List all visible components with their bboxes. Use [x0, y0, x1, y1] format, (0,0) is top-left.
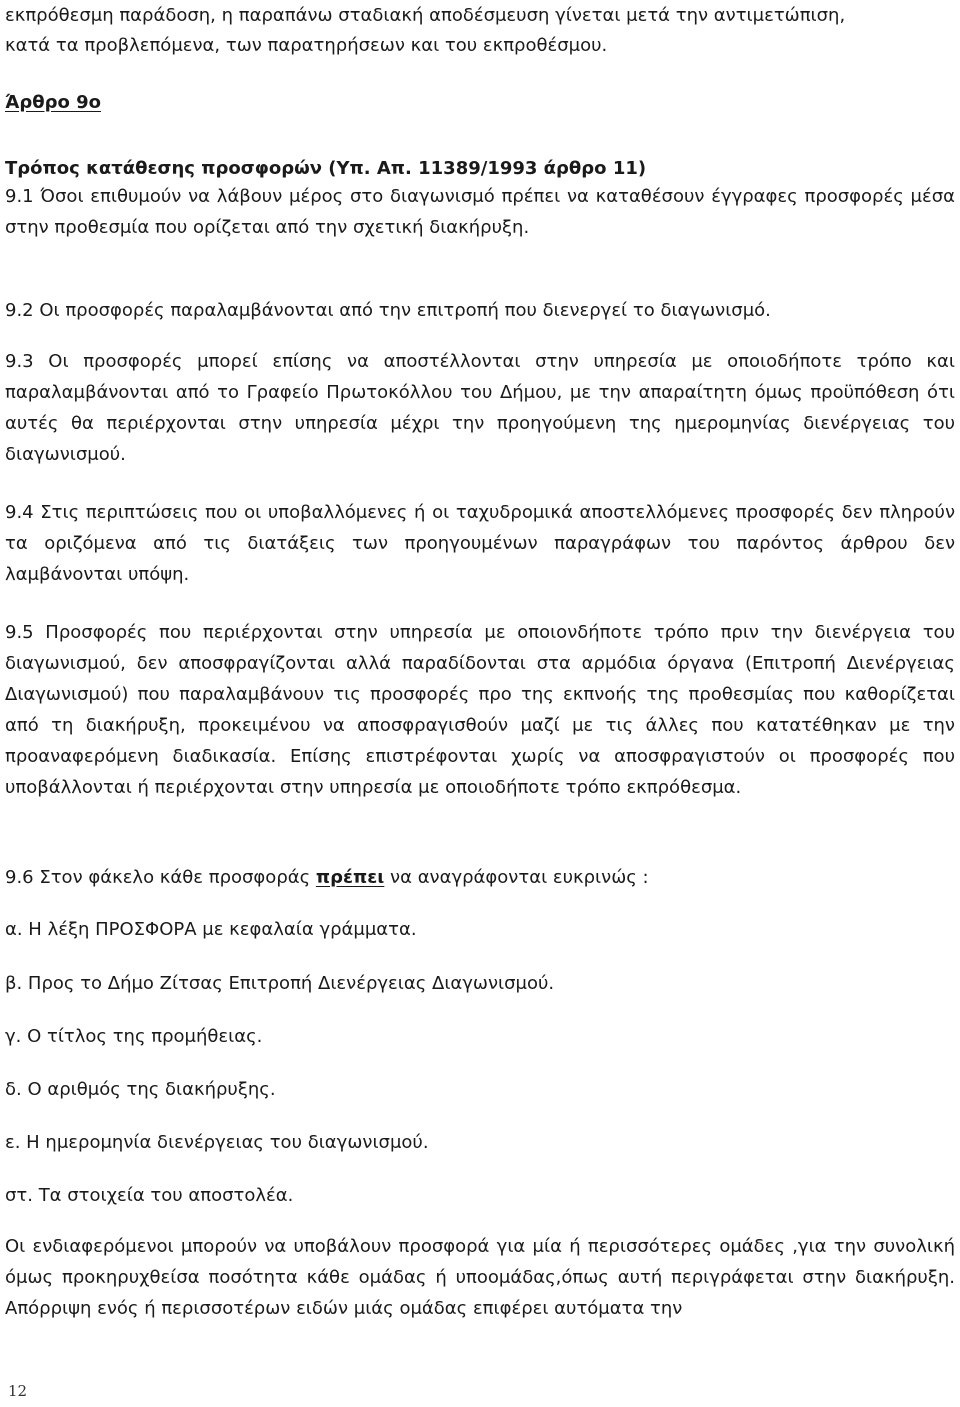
intro-line-2: κατά τα προβλεπόμενα, των παρατηρήσεων και του εκπροθέσμου. — [5, 35, 608, 56]
paragraph-9-3: 9.3 Οι προσφορές μπορεί επίσης να αποστέλλονται στην υπηρεσία με οποιοδήποτε τρόπο και παραλαμβάνονται από το Γραφείο Πρωτοκόλλου του Δήμου, με την απαραίτητη όμως προϋπόθεση ότι αυτές θα περιέρχονται στην υπηρεσία μέχρι την προηγούμενη της ημερομηνίας διενέργειας του διαγωνισμού. — [5, 351, 955, 465]
article-subtitle: Τρόπος κατάθεσης προσφορών (Υπ. Απ. 11389/1993 άρθρο 11) — [5, 158, 647, 179]
paragraph-9-5: 9.5 Προσφορές που περιέρχονται στην υπηρεσία με οποιονδήποτε τρόπο πριν την διενέργεια του διαγωνισμού, δεν αποσφραγίζονται αλλά παραδίδονται στα αρμόδια όργανα (Επιτροπή Διενέργειας Διαγωνισμού) που παραλαμβάνουν τις προσφορές προ της εκπνοής της προθεσμίας που καθορίζεται από τη διακήρυξη, προκειμένου να αποσφραγισθούν μαζί με τις άλλες που κατατέθηκαν με την προαναφερόμενη διαδικασία. Επίσης επιστρέφονται χωρίς να αποσφραγιστούν οι προσφορές που υποβάλλονται ή περιέρχονται στην υπηρεσία με οποιοδήποτε τρόπο εκπρόθεσμα. — [5, 622, 955, 798]
page-number: 12 — [8, 1382, 28, 1400]
paragraph-9-6-emphasis: πρέπει — [315, 867, 385, 888]
closing-paragraph: Οι ενδιαφερόμενοι μπορούν να υποβάλουν προσφορά για μία ή περισσότερες ομάδες ,για την συνολική όμως προκηρυχθείσα ποσότητα κάθε ομάδας ή υποομάδας,όπως αυτή περιγράφεται στην διακήρυξη. Απόρριψη ενός ή περισσοτέρων ειδών μιάς ομάδας επιφέρει αυτόματα την — [5, 1236, 955, 1319]
envelope-item-f: στ. Τα στοιχεία του αποστολέα. — [5, 1185, 294, 1206]
envelope-item-a: α. Η λέξη ΠΡΟΣΦΟΡΑ με κεφαλαία γράμματα. — [5, 919, 417, 940]
intro-line-1: εκπρόθεσμη παράδοση, η παραπάνω σταδιακή αποδέσμευση γίνεται μετά την αντιμετώπιση, — [5, 5, 846, 26]
envelope-item-e: ε. Η ημερομηνία διενέργειας του διαγωνισμού. — [5, 1132, 429, 1153]
paragraph-9-4: 9.4 Στις περιπτώσεις που οι υποβαλλόμενες ή οι ταχυδρομικά αποστελλόμενες προσφορές δεν πληρούν τα οριζόμενα από τις διατάξεις των προηγουμένων παραγράφων του παρόντος άρθρου δεν λαμβάνονται υπόψη. — [5, 502, 955, 585]
paragraph-9-1: 9.1 Όσοι επιθυμούν να λάβουν μέρος στο διαγωνισμό πρέπει να καταθέσουν έγγραφες προσφορές μέσα στην προθεσμία που ορίζεται από την σχετική διακήρυξη. — [5, 186, 955, 238]
envelope-item-d: δ. Ο αριθμός της διακήρυξης. — [5, 1079, 276, 1100]
envelope-item-c: γ. Ο τίτλος της προμήθειας. — [5, 1026, 263, 1047]
article-title: Άρθρο 9ο — [5, 92, 102, 113]
envelope-item-b: β. Προς το Δήμο Ζίτσας Επιτροπή Διενέργειας Διαγωνισμού. — [5, 973, 555, 994]
paragraph-9-2: 9.2 Οι προσφορές παραλαμβάνονται από την επιτροπή που διενεργεί το διαγωνισμό. — [5, 300, 771, 321]
paragraph-9-6-suffix: να αναγράφονται ευκρινώς : — [384, 867, 649, 888]
paragraph-9-6-prefix: 9.6 Στον φάκελο κάθε προσφοράς — [5, 867, 316, 888]
paragraph-9-6 — [5, 862, 649, 893]
